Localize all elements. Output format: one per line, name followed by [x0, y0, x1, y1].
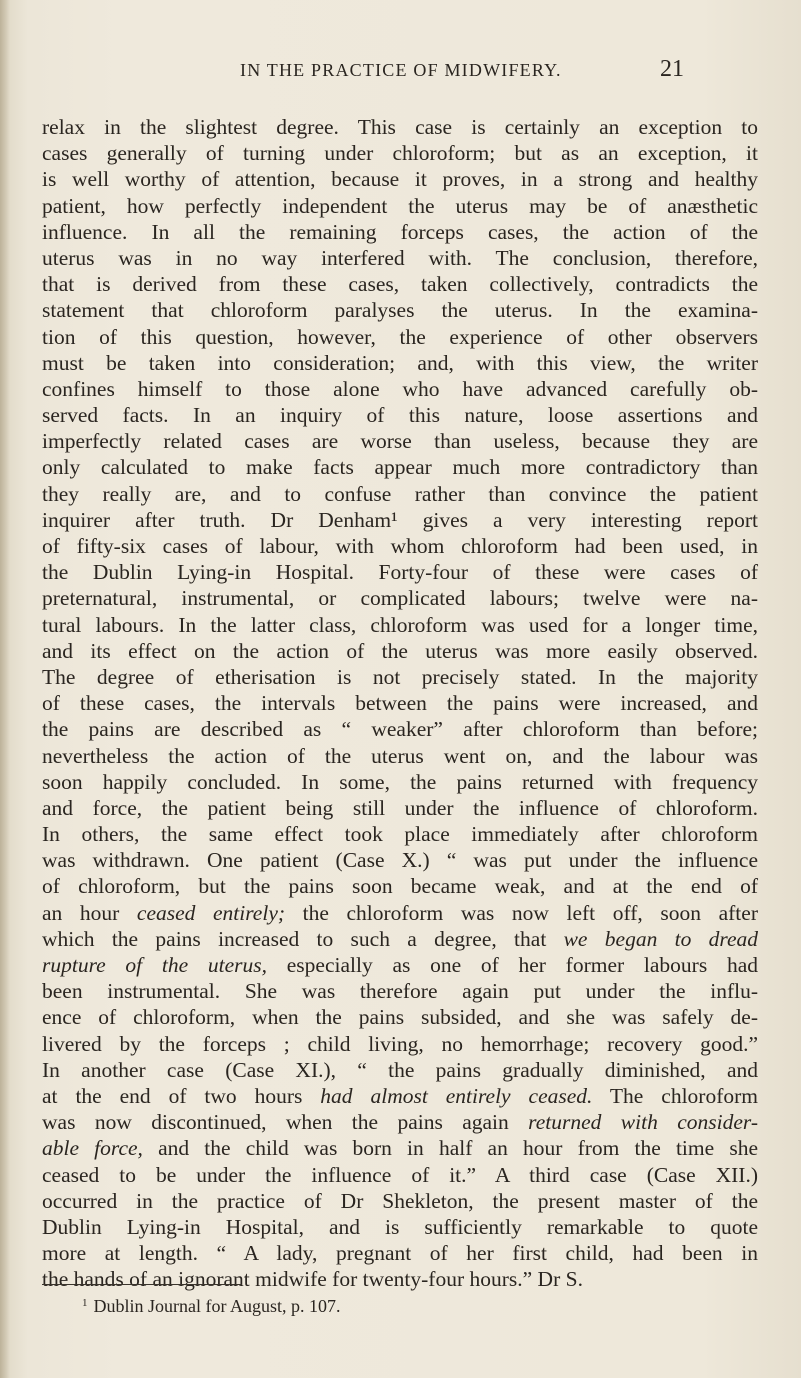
text-line [42, 1109, 758, 1135]
text-line: only calculated to make facts appear much more contradictory than [42, 455, 758, 480]
text-line [42, 1135, 758, 1161]
text-line: served facts. In an inquiry of this nature, loose assertions and [42, 403, 758, 428]
text-line: tural labours. In the latter class, chloroform was used for a longer time, [42, 612, 758, 637]
text-line: relax in the slightest degree. This case is certainly an exception to [42, 115, 758, 139]
italic-run: returned with consider- [528, 1110, 758, 1135]
text-line: they really are, and to confuse rather than convince the patient [42, 481, 758, 506]
body-text [42, 114, 758, 1292]
footnote-marker: 1 [82, 1297, 88, 1309]
text-line: influence. In all the remaining forceps cases, the action of the [42, 219, 758, 244]
text-run: the chloroform was now left off, soon after [285, 900, 758, 925]
text-line [42, 1083, 758, 1109]
binding-shadow [0, 0, 10, 1378]
text-line: and its effect on the action of the uterus was more easily observed. [42, 638, 758, 663]
text-line: been instrumental. She was therefore again put under the influ- [42, 979, 758, 1004]
text-line: that is derived from these cases, taken collectively, contradicts the [42, 272, 758, 297]
text-line: In others, the same effect took place immediately after chloroform [42, 822, 758, 847]
footnote-rule [42, 1284, 242, 1285]
text-line: statement that chloroform paralyses the uterus. In the examina- [42, 298, 758, 323]
text-line: confines himself to those alone who have advanced carefully ob- [42, 376, 758, 401]
italic-run: ceased entirely; [136, 900, 286, 925]
text-line: was withdrawn. One patient (Case X.) “ was put under the influence [42, 848, 758, 873]
text-line: the pains are described as “ weaker” after chloroform than before; [42, 717, 758, 742]
text-line: the hands of an ignorant midwife for twenty-four hours.” Dr S. [42, 1267, 583, 1292]
text-line: must be taken into consideration; and, with this view, the writer [42, 350, 758, 375]
text-line: the Dublin Lying-in Hospital. Forty-four of these were cases of [42, 560, 758, 585]
text-line: tion of this question, however, the experience of other observers [42, 324, 758, 349]
italic-run: we began to dread [563, 926, 758, 951]
footnote [82, 1296, 341, 1317]
text-line: Dublin Lying-in Hospital, and is sufficiently remarkable to quote [42, 1214, 758, 1239]
text-run: The chloroform [592, 1083, 758, 1108]
text-line: The degree of etherisation is not precisely stated. In the majority [42, 664, 758, 689]
text-line: and force, the patient being still under the influence of chloroform. [42, 795, 758, 820]
text-run: and the child was born in half an hour from the time she [142, 1136, 758, 1161]
text-run: an hour [42, 900, 137, 925]
text-line: ence of chloroform, when the pains subsided, and she was safely de- [42, 1005, 758, 1030]
text-line [42, 900, 758, 926]
text-line: soon happily concluded. In some, the pains returned with frequency [42, 769, 758, 794]
text-line: ceased to be under the influence of it.” A third case (Case XII.) [42, 1162, 758, 1187]
text-line: of these cases, the intervals between the pains were increased, and [42, 691, 758, 716]
text-line: preternatural, instrumental, or complicated labours; twelve were na- [42, 586, 758, 611]
text-run: which the pains increased to such a degree, that [42, 926, 564, 951]
text-line: uterus was in no way interfered with. The conclusion, therefore, [42, 245, 758, 270]
text-run: was now discontinued, when the pains again [42, 1110, 529, 1135]
text-line: occurred in the practice of Dr Shekleton, the present master of the [42, 1188, 758, 1213]
text-line: of chloroform, but the pains soon became weak, and at the end of [42, 874, 758, 899]
text-line: cases generally of turning under chloroform; but as an exception, it [42, 141, 758, 166]
text-line: is well worthy of attention, because it proves, in a strong and healthy [42, 167, 758, 192]
italic-run: had almost entirely ceased. [320, 1083, 593, 1108]
text-line [42, 926, 758, 952]
text-line: imperfectly related cases are worse than useless, because they are [42, 429, 758, 454]
text-line: livered by the forceps ; child living, no hemorrhage; recovery good.” [42, 1031, 758, 1056]
page-number: 21 [660, 56, 684, 82]
text-line: In another case (Case XI.), “ the pains gradually diminished, and [42, 1057, 758, 1082]
running-title: IN THE PRACTICE OF MIDWIFERY. [240, 60, 562, 80]
text-run: especially as one of her former labours had [267, 953, 758, 977]
text-line: patient, how perfectly independent the uterus may be of anæsthetic [42, 193, 758, 218]
text-line [42, 952, 758, 978]
text-run: at the end of two hours [42, 1083, 321, 1108]
italic-run: able force, [42, 1136, 143, 1161]
text-line: nevertheless the action of the uterus went on, and the labour was [42, 743, 758, 768]
italic-run: rupture of the uterus, [42, 953, 268, 977]
text-line: more at length. “ A lady, pregnant of her first child, had been in [42, 1241, 758, 1266]
running-head [0, 56, 801, 90]
text-line: inquirer after truth. Dr Denham¹ gives a very interesting report [42, 507, 758, 532]
text-line: of fifty-six cases of labour, with whom chloroform had been used, in [42, 534, 758, 558]
footnote-text: Dublin Journal for August, p. 107. [93, 1296, 341, 1316]
